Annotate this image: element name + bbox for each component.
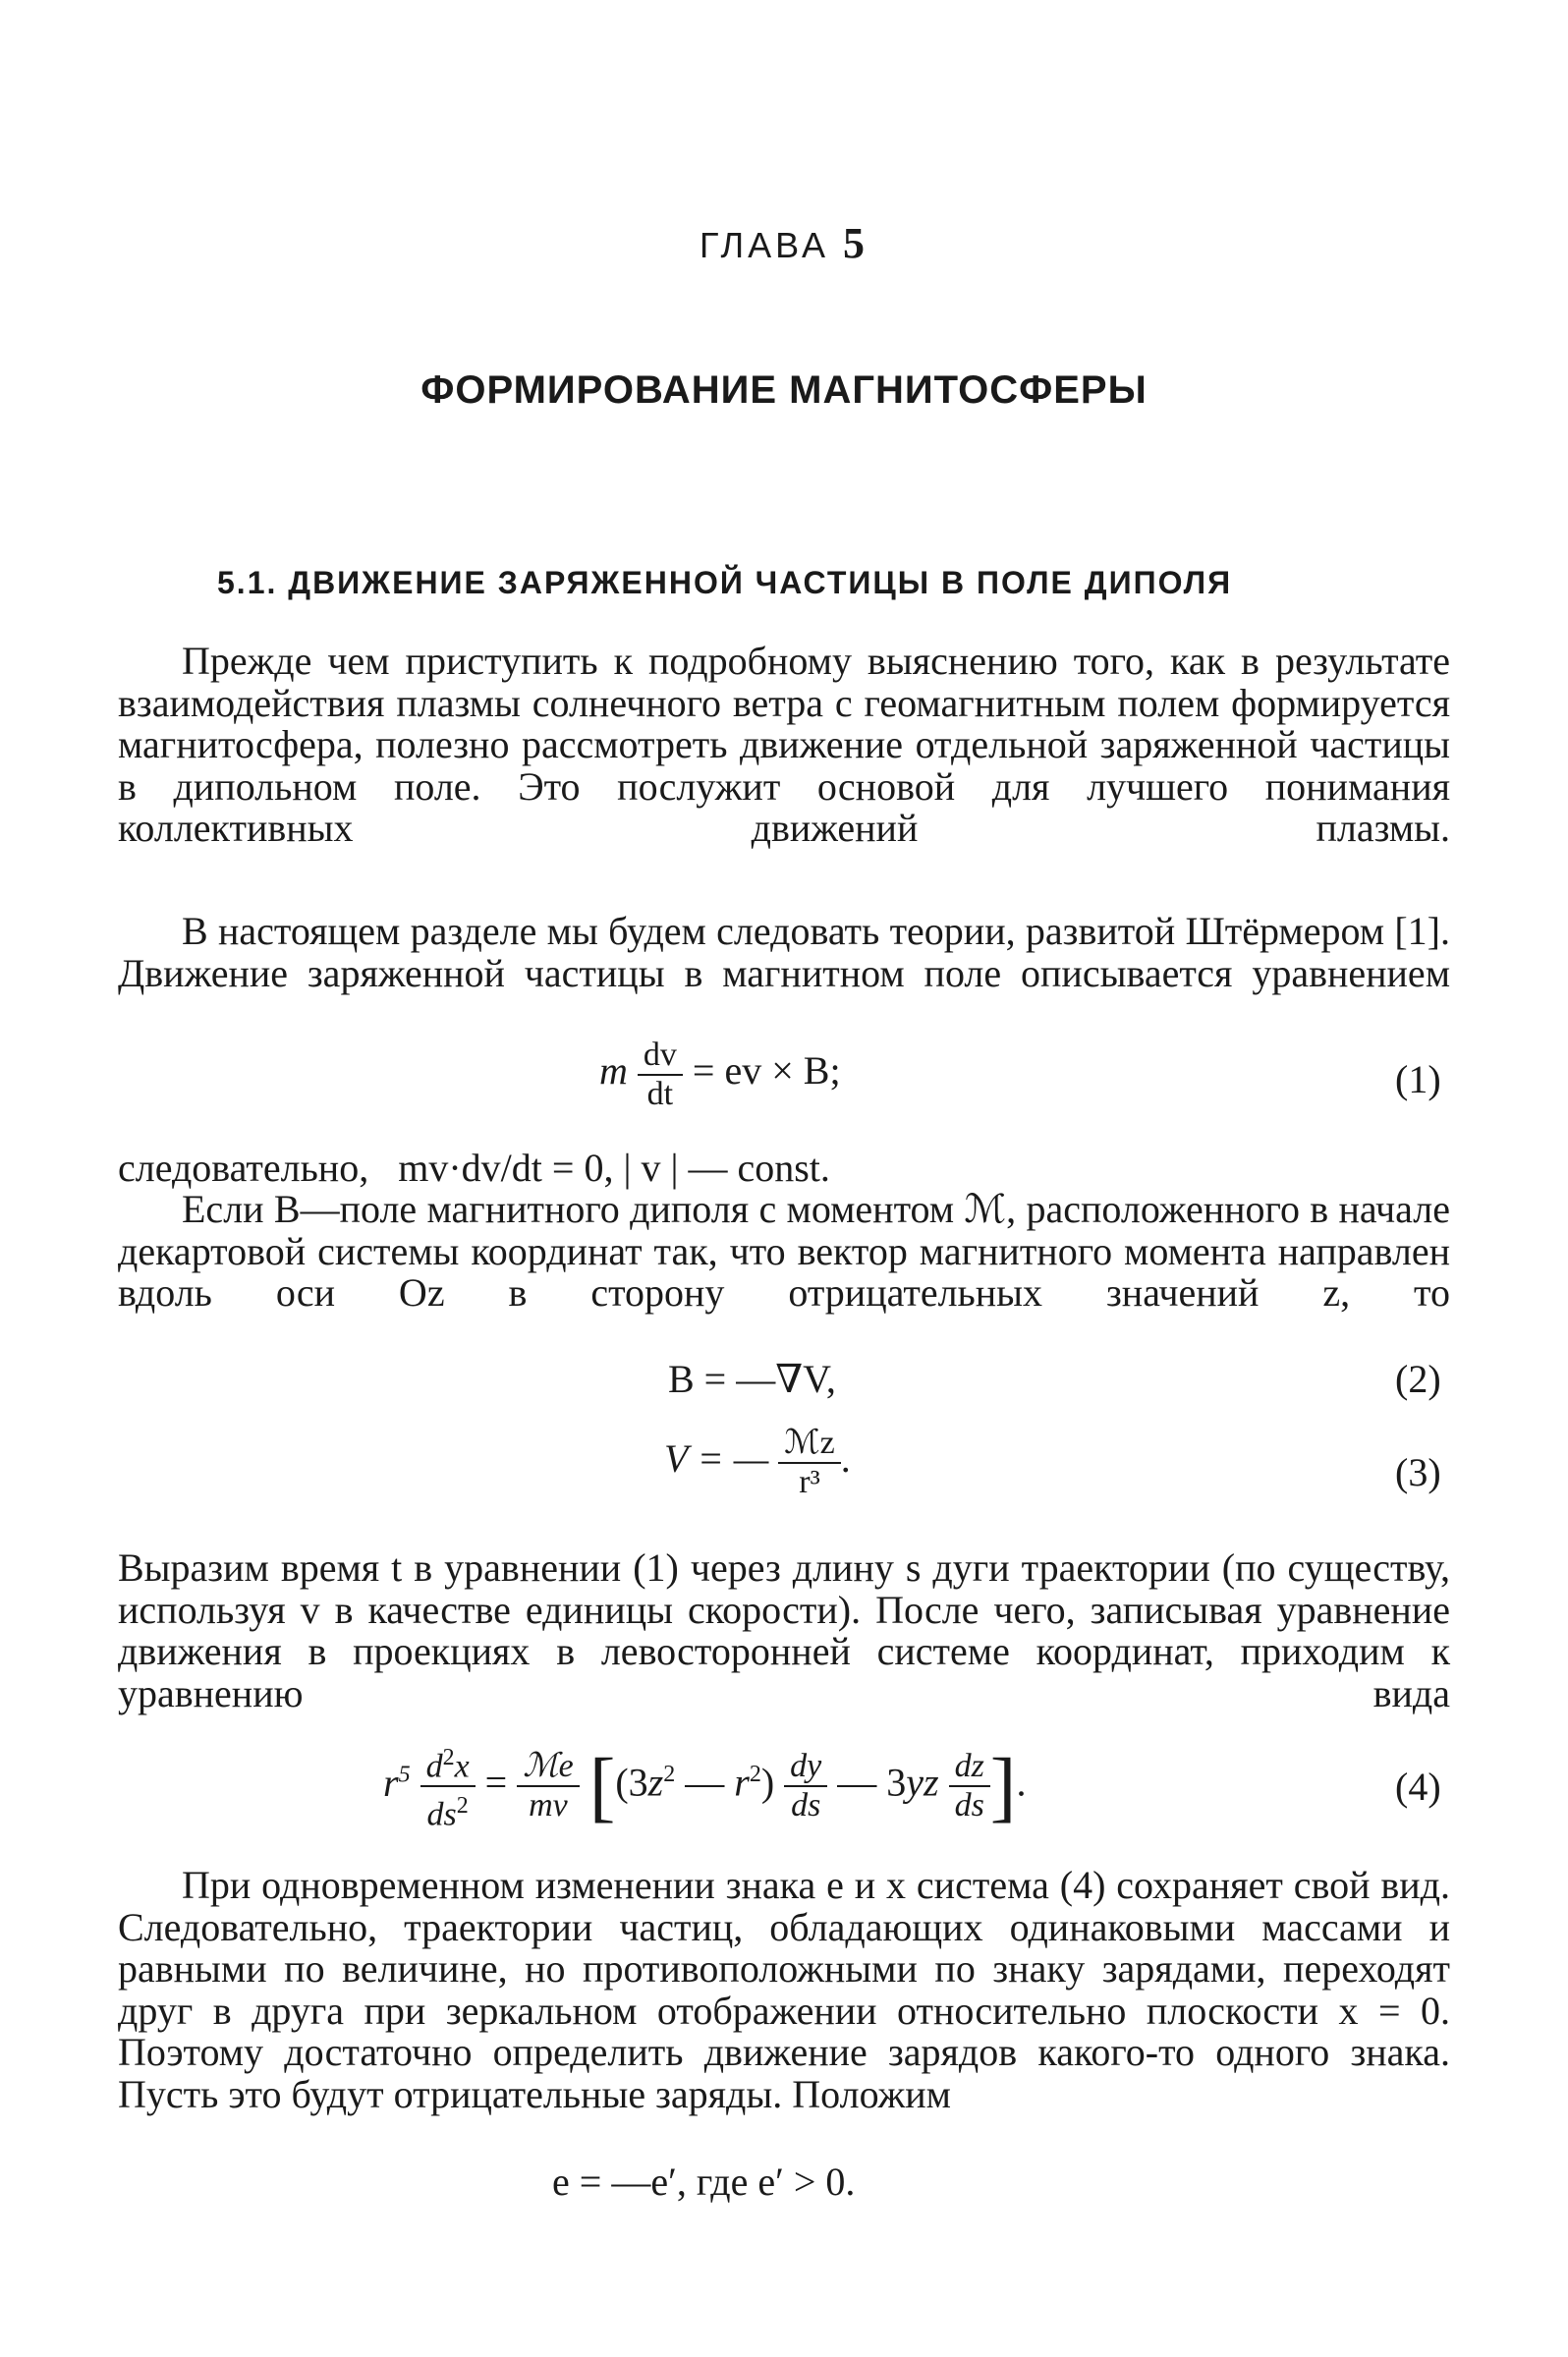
eq4-bracket-right: ] (989, 1743, 1017, 1830)
chapter-number: 5 (842, 219, 868, 267)
paragraph-symmetry (118, 1865, 1450, 2115)
eq1-rhs: = ev × B; (692, 1048, 841, 1094)
eq3-lhs: V = — (664, 1436, 769, 1482)
paragraph-time-text: Выразим время t в уравнении (1) через длину s дуги траектории (по существу, используя v в качестве единицы скорости). После чего, записывая уравнение движения в проекциях в левосторонней системе координат, приходим к уравнению вида (118, 1545, 1450, 1715)
paragraph-dipole-text: Если B—поле магнитного диполя с моментом ℳ, расположенного в начале декартовой системы координат так, что вектор магнитного момента направлен вдоль оси Oz в сторону отрицательных значений z, то (118, 1187, 1450, 1315)
equation-1-number: (1) (1395, 1057, 1441, 1101)
paragraph-time (118, 1547, 1450, 1714)
chapter-title: ФОРМИРОВАНИЕ МАГНИТОСФЕРЫ (420, 368, 1148, 412)
eq3-numerator: ℳz (778, 1425, 840, 1464)
equation-3 (664, 1425, 851, 1501)
eq1-numerator: dv (638, 1037, 683, 1076)
eq4-frac-dz: $\frac{dz}{ds}$ (949, 1748, 990, 1824)
eq4-frac-d2x: $\frac{d^2x}{ds^2}$ (420, 1739, 476, 1834)
consequence-line (118, 1145, 830, 1191)
equation-4-number: (4) (1395, 1765, 1441, 1809)
paragraph-intro (118, 641, 1450, 850)
paragraph-symmetry-text: При одновременном изменении знака e и x система (4) сохраняет свой вид. Следовательно, траектории частиц, обладающих одинаковыми массами и равными по величине, но противоположными по знаку зарядами, переходят друг в друга при зеркальном отображении относительно плоскости x = 0. Поэтому достаточно определить движение зарядов какого-то одного знака. Пусть это будут отрицательные заряды. Положим (118, 1863, 1450, 2116)
eq4-frac-me: $\frac{\text{ℳe}}{mv}$ (517, 1748, 579, 1824)
eq1-fraction (638, 1037, 683, 1113)
consequence-formula: mv·dv/dt = 0, | v | — const. (398, 1146, 830, 1190)
eq4-r5: $r^5$ (383, 1760, 411, 1805)
equation-2: B = —∇V, (668, 1357, 836, 1401)
section-heading: 5.1. ДВИЖЕНИЕ ЗАРЯЖЕННОЙ ЧАСТИЦЫ В ПОЛЕ ДИПОЛЯ (217, 565, 1233, 600)
paragraph-stormer (118, 911, 1450, 994)
eq1-lhs: m (599, 1048, 628, 1094)
chapter-label: ГЛАВА (700, 225, 829, 265)
eq4-bracket-left: [ (588, 1743, 616, 1830)
consequence-lead: следовательно, (118, 1146, 369, 1190)
equation-2-number: (2) (1395, 1357, 1441, 1401)
paragraph-intro-text: Прежде чем приступить к подробному выяснению того, как в результате взаимодействия плазмы солнечного ветра с геомагнитным полем формируется магнитосфера, полезно рассмотреть движение отдельной заряженной частицы в дипольном поле. Это послужит основой для лучшего понимания коллективных движений плазмы. (118, 639, 1450, 850)
equation-3-number: (3) (1395, 1450, 1441, 1494)
equation-4: $r^5$ $\frac{d^2x}{ds^2}$ = $\frac{\text{ℳe}}{mv}$ [($3z^2$ — $r^2$) $\frac{dy}{ds}$ — 3yz $\frac{dz}{ds}$ ]. (383, 1739, 1026, 1834)
equation-1 (599, 1037, 841, 1113)
chapter-heading (0, 218, 1568, 268)
eq1-denominator: dt (646, 1076, 674, 1112)
eq3-fraction (778, 1425, 840, 1501)
eq3-denominator: r³ (799, 1464, 820, 1500)
paragraph-stormer-text: В настоящем разделе мы будем следовать теории, развитой Штёрмером [1]. Движение заряженной частицы в магнитном поле описывается уравнением (118, 909, 1450, 995)
eq3-tail: . (840, 1436, 851, 1482)
equation-5: e = —e′, где e′ > 0. (552, 2160, 856, 2204)
eq4-frac-dy: $\frac{dy}{ds}$ (784, 1748, 827, 1824)
paragraph-dipole (118, 1189, 1450, 1315)
